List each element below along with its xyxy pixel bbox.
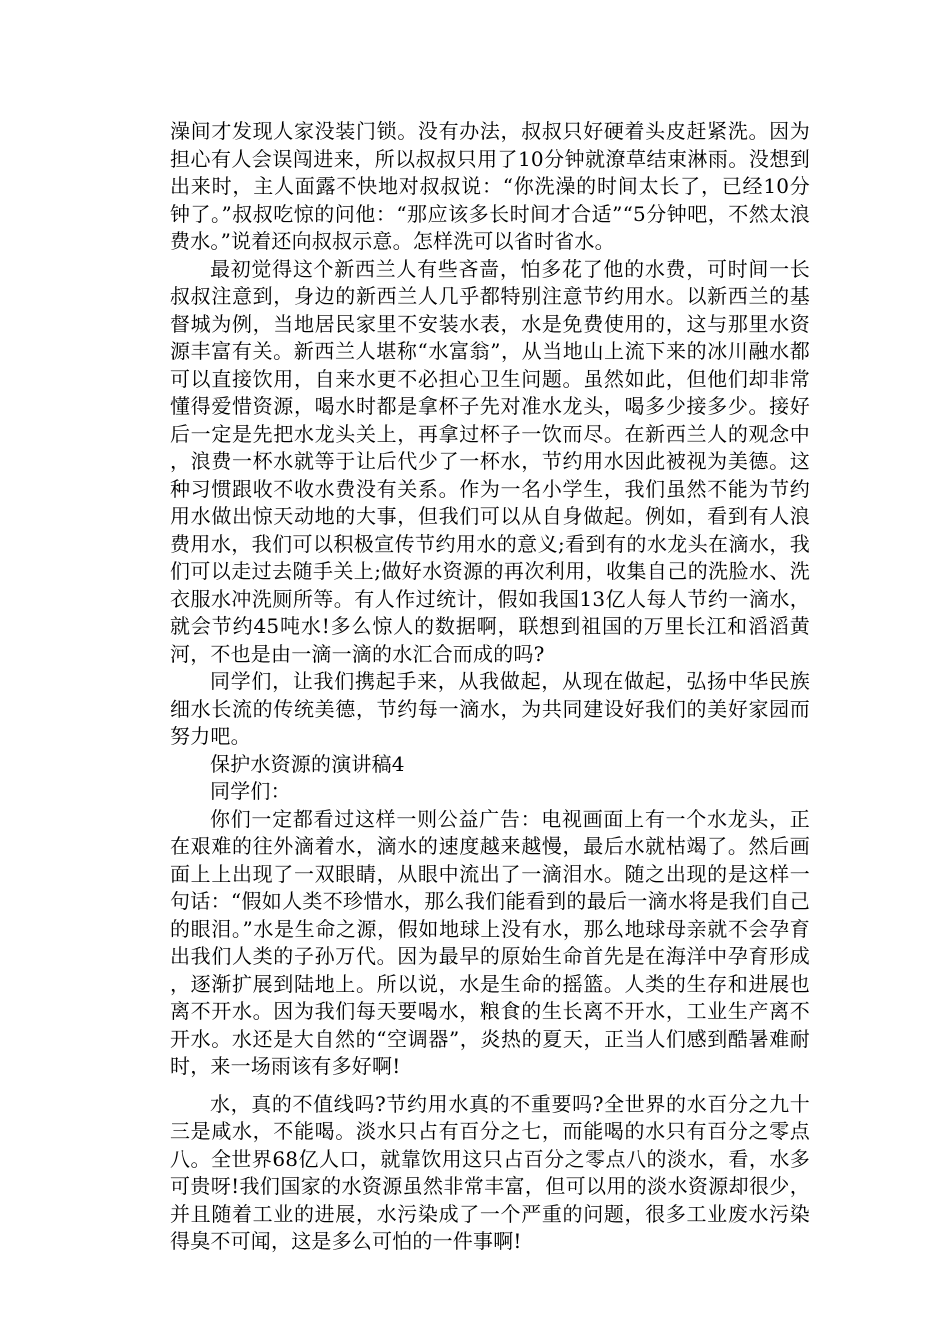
salutation: 同学们： — [210, 779, 291, 803]
section-heading: 保护水资源的演讲稿4 — [210, 751, 405, 776]
paragraph-water-statistics: 水，真的不值线吗?节约用水真的不重要吗?全世界的水百分之九十三是咸水，不能喝。淡水只占有百分之七，而能喝的水只有百分之零点八。全世界68亿人口，就靠饮用这只占百分之零点八的淡水，看，水多可贵呀!我们国家的水资源虽然非常丰富，但可以用的淡水资源却很少，并且随着工业的进展，水污染成了一个严重的问题，很多工业废水污染得臭不可闻，这是多么可怕的一件事啊! — [170, 1091, 810, 1253]
paragraph-new-zealand-water-habits: 最初觉得这个新西兰人有些吝啬，怕多花了他的水费，可时间一长叔叔注意到，身边的新西兰人几乎都特别注意节约用水。以新西兰的基督城为例，当地居民家里不安装水表，水是免费使用的，这与那里水资源丰富有关。新西兰人堪称“水富翁”，从当地山上流下来的冰川融水都可以直接饮用，自来水更不必担心卫生问题。虽然如此，但他们却非常懂得爱惜资源，喝水时都是拿杯子先对准水龙头，喝多少接多少。接好后一定是先把水龙头关上，再拿过杯子一饮而尽。在新西兰人的观念中，浪费一杯水就等于让后代少了一杯水，节约用水因此被视为美德。这种习惯跟收不收水费没有关系。作为一名小学生，我们虽然不能为节约用水做出惊天动地的大事，但我们可以从自身做起。例如，看到有人浪费用水，我们可以积极宣传节约用水的意义;看到有的水龙头在滴水，我们可以走过去随手关上;做好水资源的再次利用，收集自己的洗脸水、洗衣服水冲洗厕所等。有人作过统计，假如我国13亿人每人节约一滴水，就会节约45吨水!多么惊人的数据啊，联想到祖国的万里长江和滔滔黄河，不也是由一滴一滴的水汇合而成的吗? — [170, 256, 810, 666]
paragraph-call-to-action: 同学们，让我们携起手来，从我做起，从现在做起，弘扬中华民族细水长流的传统美德，节约每一滴水，为共同建设好我们的美好家园而努力吧。 — [170, 669, 810, 748]
paragraph-continuation: 澡间才发现人家没装门锁。没有办法，叔叔只好硬着头皮赶紧洗。因为担心有人会误闯进来，所以叔叔只用了10分钟就潦草结束淋雨。没想到出来时，主人面露不快地对叔叔说：“你洗澡的时间太长了，已经10分钟了。”叔叔吃惊的问他：“那应该多长时间才合适”“5分钟吧，不然太浪费水。”说着还向叔叔示意。怎样洗可以省时省水。 — [170, 119, 810, 253]
document-page — [170, 118, 810, 1256]
paragraph-public-service-ad: 你们一定都看过这样一则公益广告：电视画面上有一个水龙头，正在艰难的往外滴着水，滴水的速度越来越慢，最后水就枯竭了。然后画面上上出现了一双眼睛，从眼中流出了一滴泪水。随之出现的是这样一句话：“假如人类不珍惜水，那么我们能看到的最后一滴水将是我们自己的眼泪。”水是生命之源，假如地球上没有水，那么地球母亲就不会孕育出我们人类的子孙万代。因为最早的原始生命首先是在海洋中孕育形成，逐渐扩展到陆地上。所以说，水是生命的摇篮。人类的生存和进展也离不开水。因为我们每天要喝水，粮食的生长离不开水，工业生产离不开水。水还是大自然的“空调器”，炎热的夏天，正当人们感到酷暑难耐时，来一场雨该有多好啊! — [170, 806, 810, 1078]
